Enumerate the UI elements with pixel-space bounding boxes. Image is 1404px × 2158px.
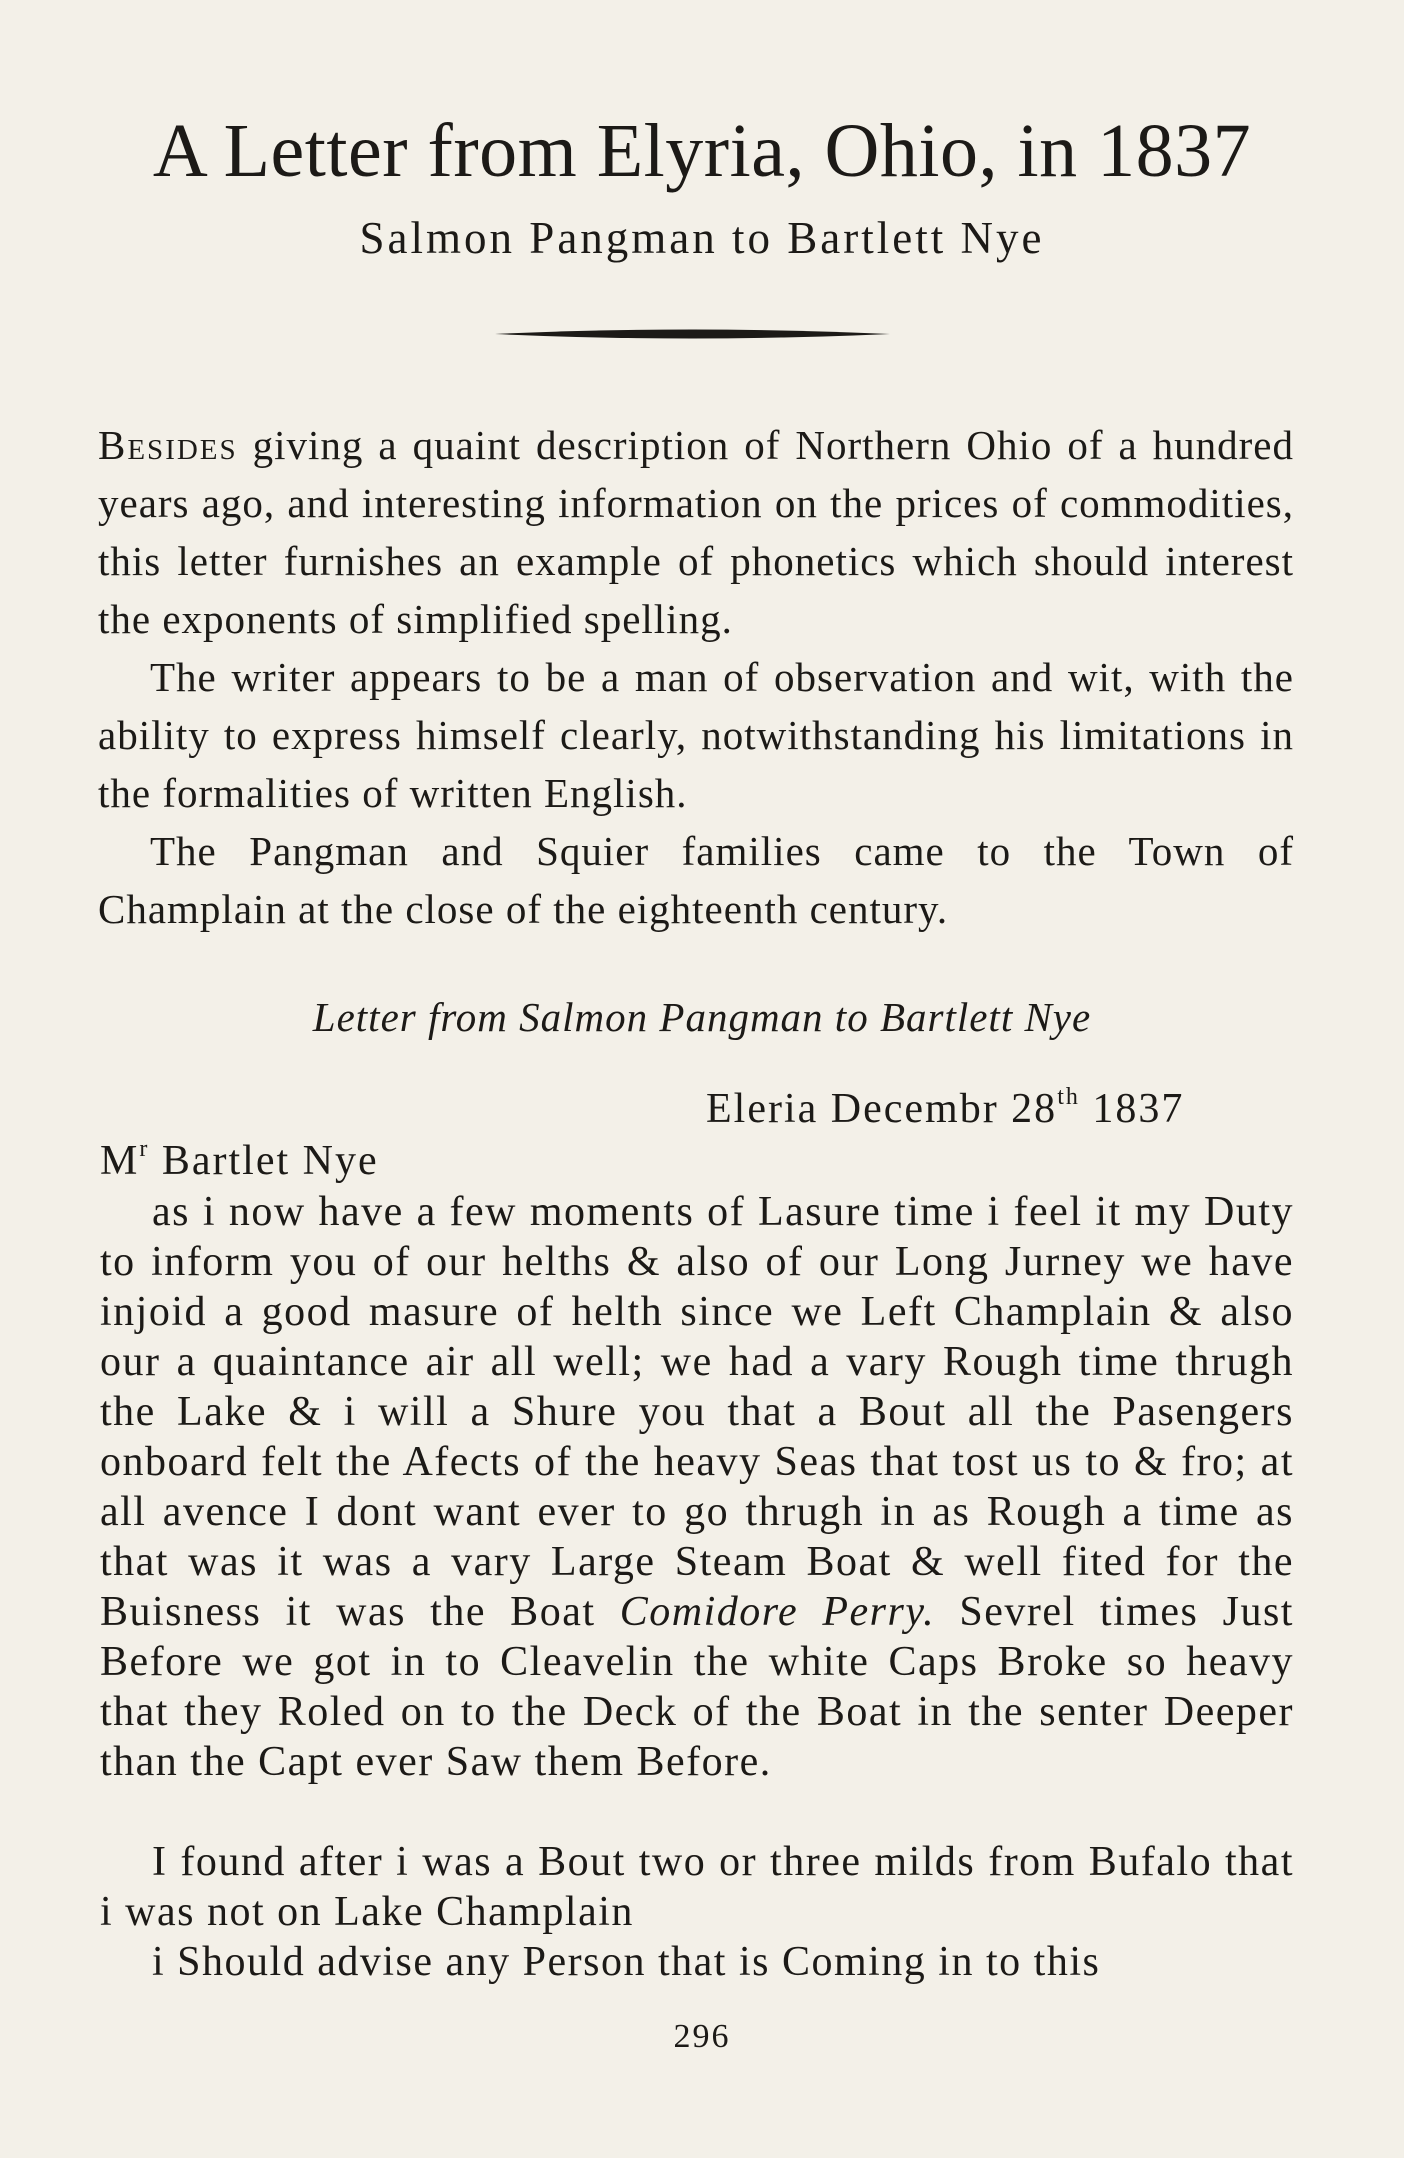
- salutation-prefix-sup: r: [139, 1136, 150, 1162]
- letter-paragraph-1: [100, 1187, 1294, 1787]
- salutation-prefix: M: [100, 1138, 140, 1184]
- letter-dateline: [706, 1085, 1184, 1133]
- page-subtitle: Salmon Pangman to Bartlett Nye: [359, 213, 1045, 263]
- intro-paragraph-3: The Pangman and Squier families came to the Town of Champlain at the close of the eighteenth century.: [98, 828, 1294, 932]
- dateline-day-suffix: th: [1057, 1084, 1080, 1110]
- intro-paragraph-2: The writer appears to be a man of observation and wit, with the ability to express himself clearly, notwithstanding his limitations in the formalities of written English.: [98, 654, 1294, 816]
- dateline-year: 1837: [1079, 1086, 1185, 1132]
- letter-salutation: [100, 1137, 379, 1185]
- intro-paragraph-1: [98, 416, 1294, 648]
- page-title: A Letter from Elyria, Ohio, in 1837: [152, 109, 1252, 193]
- intro-lead-word: Besides: [98, 422, 238, 468]
- page-number: 296: [673, 2018, 731, 2055]
- ornamental-rule: [495, 329, 890, 339]
- letter-paragraph-1-b: Sevrel times Just Before we got in to Cleavelin the white Caps Broke so heavy that they Roled on to the Deck of the Boat in the senter Deeper than the Capt ever Saw them Before.: [100, 1589, 1294, 1785]
- ship-name: Comidore Perry.: [619, 1589, 936, 1635]
- letter-paragraph-3: i Should advise any Person that is Coming in to this: [152, 1939, 1101, 1985]
- intro-paragraph-1-text: giving a quaint description of Northern Ohio of a hundred years ago, and interesting information on the prices of commodities, this letter furnishes an example of phonetics which should interest the exponents of simplified spelling.: [98, 422, 1294, 642]
- letter-paragraph-1-a: as i now have a few moments of Lasure time i feel it my Duty to inform you of our helths & also of our Long Jurney we have injoid a good masure of helth since we Left Champlain & also our a quaintance air all well; we had a vary Rough time thrugh the Lake & i will a Shure you that a Bout all the Pasengers onboard felt the Afects of the heavy Seas that tost us to & fro; at all avence I dont want ever to go thrugh in as Rough a time as that was it was a vary Large Steam Boat & well fited for the Buisness it was the Boat: [100, 1189, 1294, 1635]
- dateline-place-month: Eleria Decembr 28: [706, 1086, 1058, 1132]
- letter-heading: Letter from Salmon Pangman to Bartlett Nye: [312, 994, 1092, 1040]
- letter-paragraph-2: I found after i was a Bout two or three milds from Bufalo that i was not on Lake Champlain: [100, 1839, 1294, 1935]
- salutation-name: Bartlet Nye: [149, 1138, 379, 1184]
